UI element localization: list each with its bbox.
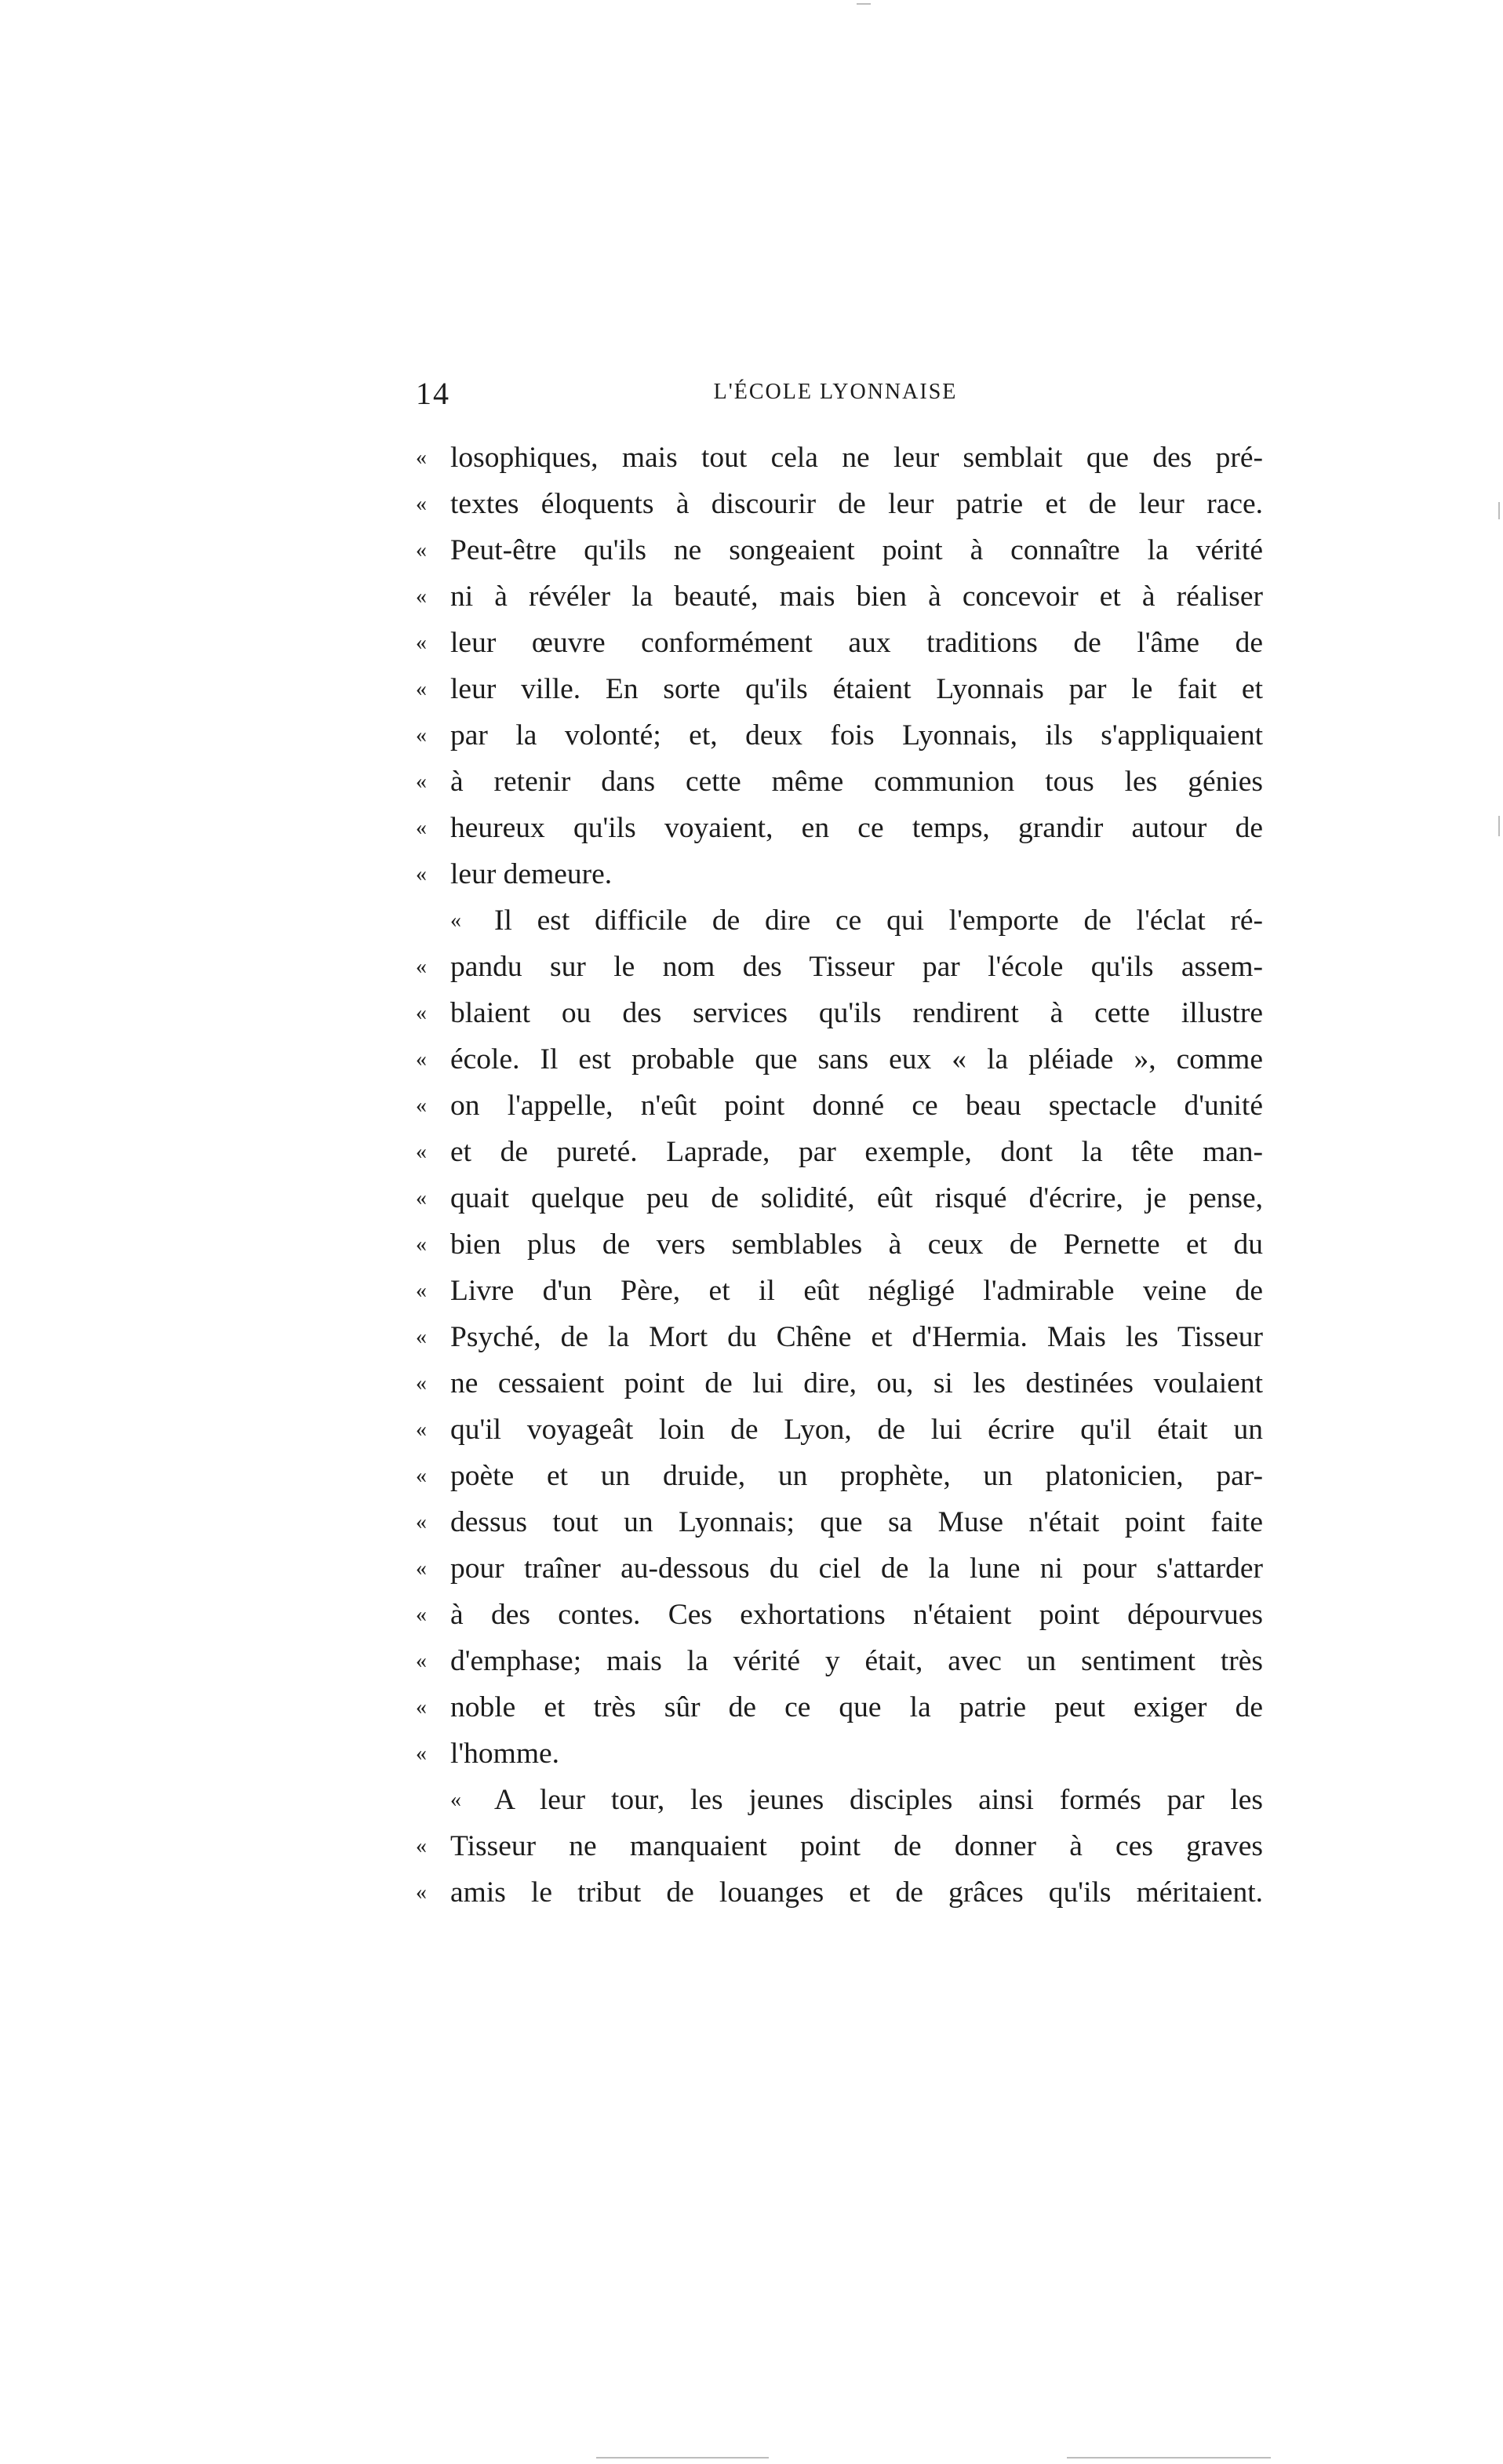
quote-mark: « [450,908,461,933]
line-text: leur ville. En sorte qu'ils étaient Lyonnais par le fait et [450,673,1263,705]
text-line [416,666,1263,712]
quote-mark: « [416,584,427,609]
quote-mark: « [416,862,427,886]
line-text: qu'il voyageât loin de Lyon, de lui écrire qu'il était un [450,1414,1263,1446]
text-line [416,990,1263,1036]
text-line [416,620,1263,666]
scan-speck [596,2457,769,2459]
quote-mark: « [416,538,427,562]
line-text: dessus tout un Lyonnais; que sa Muse n'était point faite [450,1506,1263,1538]
text-line [416,1175,1263,1221]
body-text [416,435,1263,1916]
text-line [416,712,1263,759]
quote-mark: « [416,1047,427,1072]
text-line [416,1407,1263,1453]
text-line [416,1545,1263,1592]
line-text: et de pureté. Laprade, par exemple, dont la tête man- [450,1136,1263,1168]
quote-mark: « [450,1788,461,1812]
text-line [416,1731,1263,1777]
quote-mark: « [416,677,427,701]
quote-mark: « [416,1649,427,1673]
quote-mark: « [416,723,427,748]
line-text: d'emphase; mais la vérité y était, avec un sentiment très [450,1645,1263,1677]
text-line [416,897,1263,944]
text-line [416,1638,1263,1684]
quote-mark: « [416,1232,427,1257]
quote-mark: « [416,816,427,840]
line-text: noble et très sûr de ce que la patrie peut exiger de [450,1691,1263,1723]
line-text: Livre d'un Père, et il eût négligé l'admirable veine de [450,1275,1263,1307]
scan-speck [1067,2457,1271,2459]
line-text: amis le tribut de louanges et de grâces qu'ils méritaient. [450,1876,1263,1909]
quote-mark: « [416,1186,427,1210]
line-text: pour traîner au-dessous du ciel de la lune ni pour s'attarder [450,1552,1263,1585]
paragraph-2 [416,897,1263,1777]
quote-mark: « [416,1001,427,1025]
line-text: à retenir dans cette même communion tous les génies [450,766,1263,798]
line-text: Psyché, de la Mort du Chêne et d'Hermia. Mais les Tisseur [450,1321,1263,1353]
paragraph-1 [416,435,1263,897]
text-line [416,1083,1263,1129]
text-line [416,1036,1263,1083]
text-line [416,944,1263,990]
text-line [416,759,1263,805]
page-number: 14 [416,376,450,411]
line-text: A leur tour, les jeunes disciples ainsi formés par les [494,1784,1263,1816]
text-line [416,1869,1263,1916]
text-line [416,481,1263,527]
line-text: école. Il est probable que sans eux « la pléiade », comme [450,1043,1263,1075]
quote-mark: « [416,1140,427,1164]
line-text: quait quelque peu de solidité, eût risqué d'écrire, je pense, [450,1182,1263,1214]
line-text: bien plus de vers semblables à ceux de Pernette et du [450,1228,1263,1261]
line-text: l'homme. [450,1738,560,1770]
quote-mark: « [416,1880,427,1905]
page-header [416,375,1255,422]
line-text: pandu sur le nom des Tisseur par l'école qu'ils assem- [450,951,1263,983]
line-text: leur œuvre conformément aux traditions de l'âme de [450,627,1263,659]
line-text: à des contes. Ces exhortations n'étaient point dépourvues [450,1599,1263,1631]
text-line [416,527,1263,573]
line-text: poète et un druide, un prophète, un platonicien, par- [450,1460,1263,1492]
line-text: losophiques, mais tout cela ne leur semblait que des pré- [450,442,1263,474]
quote-mark: « [416,955,427,979]
quote-mark: « [416,1603,427,1627]
text-line [416,1777,1263,1823]
line-text: textes éloquents à discourir de leur patrie et de leur race. [450,488,1263,520]
line-text: leur demeure. [450,858,613,890]
quote-mark: « [416,1418,427,1442]
text-line [416,573,1263,620]
text-line [416,805,1263,851]
text-line [416,1360,1263,1407]
text-line [416,1823,1263,1869]
line-text: par la volonté; et, deux fois Lyonnais, ils s'appliquaient [450,719,1263,752]
quote-mark: « [416,631,427,655]
line-text: heureux qu'ils voyaient, en ce temps, grandir autour de [450,812,1263,844]
text-line [416,1314,1263,1360]
scan-speck [1498,816,1500,836]
quote-mark: « [416,1834,427,1858]
line-text: Peut-être qu'ils ne songeaient point à connaître la vérité [450,534,1263,566]
text-line [416,435,1263,481]
text-line [416,851,1263,897]
running-title: L'ÉCOLE LYONNAISE [713,380,958,404]
quote-mark: « [416,1556,427,1581]
quote-mark: « [416,1279,427,1303]
line-text: ni à révéler la beauté, mais bien à concevoir et à réaliser [450,581,1263,613]
quote-mark: « [416,1464,427,1488]
text-line [416,1221,1263,1268]
quote-mark: « [416,446,427,470]
scan-speck [1498,502,1500,519]
text-line [416,1592,1263,1638]
quote-mark: « [416,1742,427,1766]
quote-mark: « [416,1510,427,1534]
quote-mark: « [416,1371,427,1396]
line-text: ne cessaient point de lui dire, ou, si les destinées voulaient [450,1367,1263,1399]
paragraph-3 [416,1777,1263,1916]
line-text: on l'appelle, n'eût point donné ce beau spectacle d'unité [450,1090,1263,1122]
line-text: Il est difficile de dire ce qui l'emporte de l'éclat ré- [494,904,1263,937]
line-text: Tisseur ne manquaient point de donner à ces graves [450,1830,1263,1862]
text-line [416,1499,1263,1545]
text-line [416,1684,1263,1731]
quote-mark: « [416,1695,427,1720]
text-line [416,1268,1263,1314]
line-text: blaient ou des services qu'ils rendirent à cette illustre [450,997,1263,1029]
text-line [416,1453,1263,1499]
quote-mark: « [416,1325,427,1349]
quote-mark: « [416,770,427,794]
quote-mark: « [416,492,427,516]
scan-speck [857,3,871,5]
quote-mark: « [416,1094,427,1118]
text-line [416,1129,1263,1175]
